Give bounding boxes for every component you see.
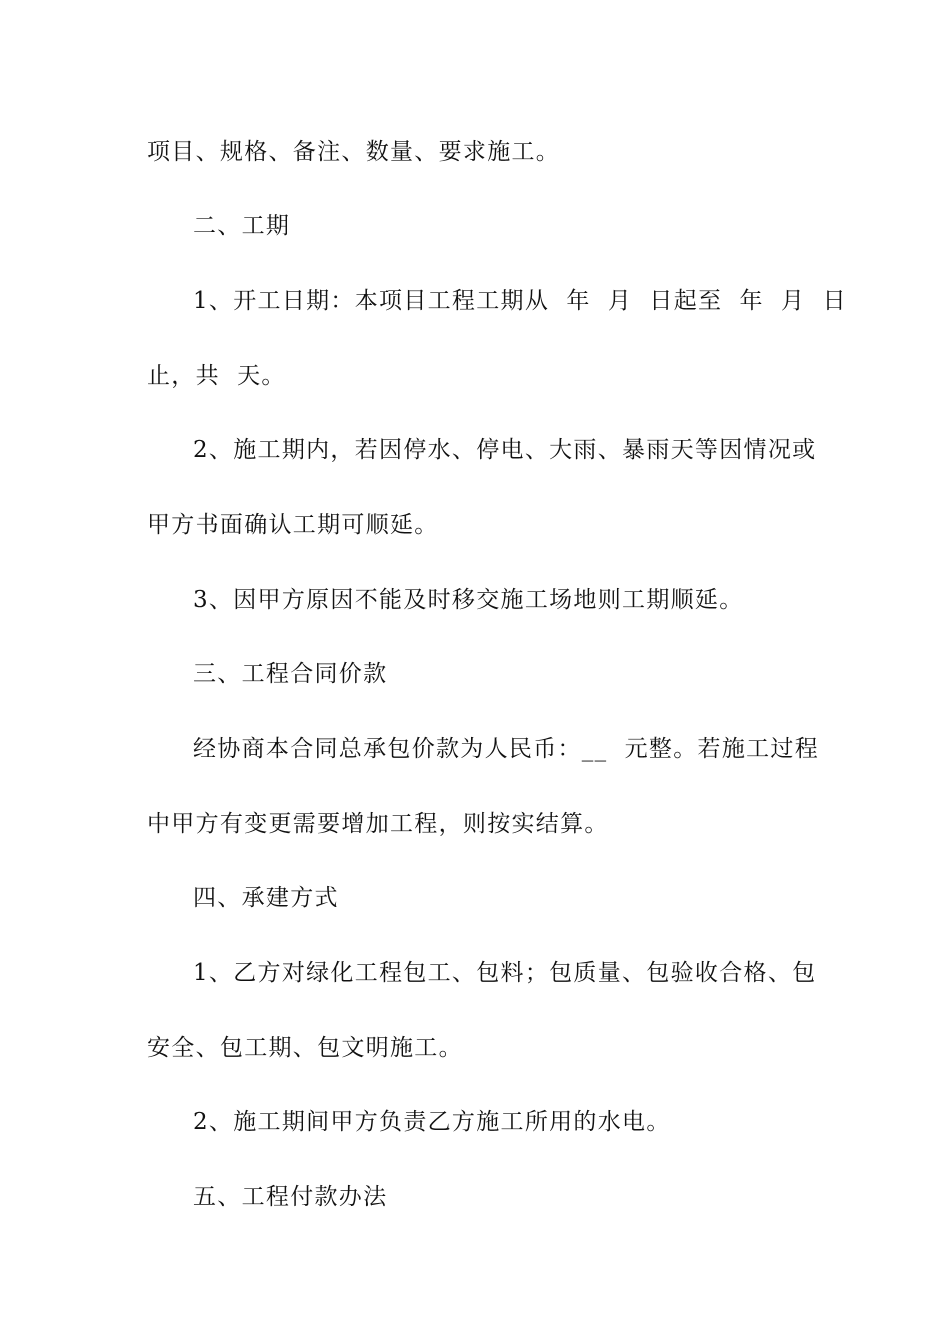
text-line-delay-confirm: 甲方书面确认工期可顺延。 [147,512,439,538]
section-heading-price: 三、工程合同价款 [193,661,388,687]
text-line-start-date: 1、开工日期：本项目工程工期从 年 月 日起至 年 月 日 [193,288,847,314]
text-line-price-settlement: 中甲方有变更需要增加工程，则按实结算。 [147,811,609,837]
section-heading-method: 四、承建方式 [193,885,339,911]
text-line-delay-conditions: 2、施工期内，若因停水、停电、大雨、暴雨天等因情况或 [193,437,817,463]
text-line-method-2: 2、施工期间甲方负责乙方施工所用的水电。 [193,1109,671,1135]
text-line-method-1-cont: 安全、包工期、包文明施工。 [147,1035,463,1061]
text-line-price: 经协商本合同总承包价款为人民币：__ 元整。若施工过程 [193,736,820,762]
section-heading-payment: 五、工程付款办法 [193,1184,388,1210]
text-line-method-1: 1、乙方对绿化工程包工、包料；包质量、包验收合格、包 [193,960,817,986]
text-line-site-delay: 3、因甲方原因不能及时移交施工场地则工期顺延。 [193,587,744,613]
section-heading-schedule: 二、工期 [193,213,291,239]
text-line-1: 项目、规格、备注、数量、要求施工。 [147,139,561,165]
text-line-total-days: 止，共 天。 [147,363,286,389]
